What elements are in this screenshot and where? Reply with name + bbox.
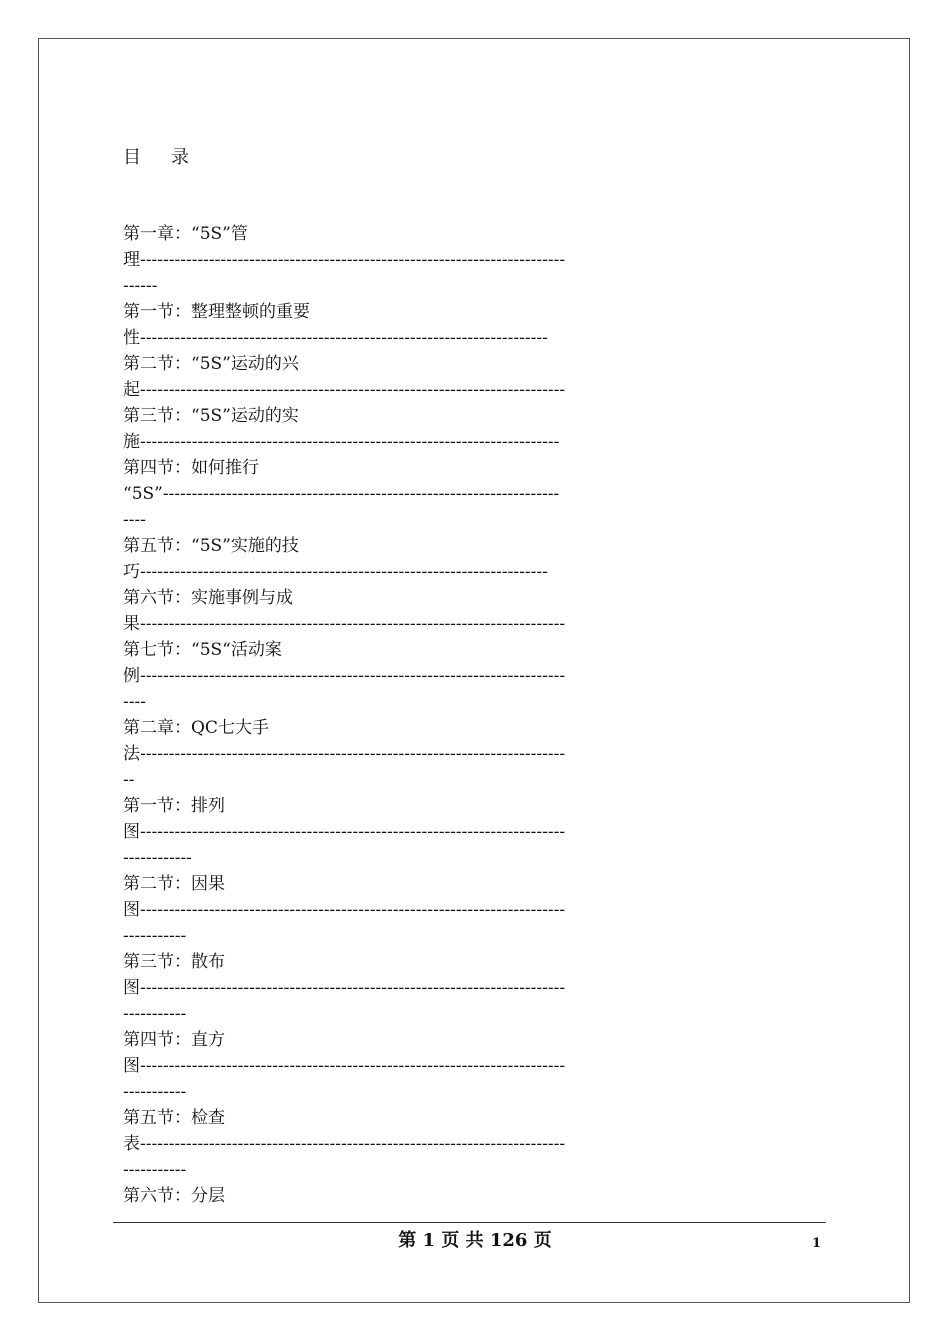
toc-entry-label: 第三节：散布 — [123, 952, 225, 972]
toc-title-char-2: 录 — [171, 147, 189, 168]
toc-entry[interactable] — [123, 793, 823, 871]
footer-page-number: 1 — [812, 1236, 822, 1251]
toc-entry-leader: ---- — [123, 692, 146, 712]
toc-entry-label: 第六节：分层 — [123, 1186, 225, 1206]
toc-entry[interactable] — [123, 221, 823, 299]
toc-entry[interactable] — [123, 715, 823, 793]
toc-entry-label: 第四节：直方 — [123, 1030, 225, 1050]
toc-entry-label: 第六节：实施事例与成 — [123, 588, 293, 608]
toc-entry[interactable] — [123, 585, 823, 637]
toc-entry-label: 第五节：“5S”实施的技 — [123, 536, 299, 556]
toc-entry-label: 第二节：“5S”运动的兴 — [123, 354, 299, 374]
toc-entry[interactable] — [123, 533, 823, 585]
toc-entry-leader: 图-------------------------------------------------------------------------- — [123, 900, 566, 920]
toc-entry-leader: “5S”--------------------------------------------------------------------- — [123, 484, 560, 504]
toc-entry-leader: ----------- — [123, 1004, 187, 1024]
toc-entry-leader: 性----------------------------------------------------------------------- — [123, 328, 548, 348]
toc-entry[interactable] — [123, 299, 823, 351]
toc-entry-label: 第一章：“5S”管 — [123, 224, 248, 244]
toc-entry-label: 第一节：排列 — [123, 796, 225, 816]
toc-entry[interactable] — [123, 351, 823, 403]
toc-entry-leader: 巧----------------------------------------------------------------------- — [123, 562, 548, 582]
toc-entry-leader: 图-------------------------------------------------------------------------- — [123, 978, 566, 998]
toc-entry-label: 第三节：“5S”运动的实 — [123, 406, 299, 426]
toc-entry-leader: 果-------------------------------------------------------------------------- — [123, 614, 566, 634]
toc-entry[interactable] — [123, 1183, 823, 1209]
toc-entry-leader: -- — [123, 770, 135, 790]
toc-entry[interactable] — [123, 1027, 823, 1105]
toc-entry-leader: ----------- — [123, 1082, 187, 1102]
footer-rule — [113, 1222, 826, 1223]
toc-entry-leader: 图-------------------------------------------------------------------------- — [123, 1056, 566, 1076]
toc-entry-label: 第一节：整理整顿的重要 — [123, 302, 310, 322]
toc-entry[interactable] — [123, 871, 823, 949]
toc-entry[interactable] — [123, 949, 823, 1027]
toc-entry-leader: 施------------------------------------------------------------------------- — [123, 432, 560, 452]
toc-entry-label: 第二章：QC七大手 — [123, 718, 269, 738]
toc-entry-label: 第五节：检查 — [123, 1108, 225, 1128]
toc-entry-leader: 法-------------------------------------------------------------------------- — [123, 744, 566, 764]
toc-entry-label: 第七节：“5S“活动案 — [123, 640, 282, 660]
toc-entry[interactable] — [123, 637, 823, 715]
toc-entry-leader: 理-------------------------------------------------------------------------- — [123, 250, 566, 270]
toc-entry-leader: 图-------------------------------------------------------------------------- — [123, 822, 566, 842]
toc-entry[interactable] — [123, 1105, 823, 1183]
toc-entry-label: 第四节：如何推行 — [123, 458, 259, 478]
toc-entry[interactable] — [123, 403, 823, 455]
table-of-contents — [123, 221, 823, 1209]
toc-entry-leader: 起-------------------------------------------------------------------------- — [123, 380, 566, 400]
toc-entry-leader: 例-------------------------------------------------------------------------- — [123, 666, 566, 686]
toc-entry-leader: ----------- — [123, 926, 187, 946]
toc-entry-leader: ----------- — [123, 1160, 187, 1180]
toc-entry[interactable] — [123, 455, 823, 533]
toc-entry-leader: 表-------------------------------------------------------------------------- — [123, 1134, 566, 1154]
toc-entry-label: 第二节：因果 — [123, 874, 225, 894]
footer-page-info: 第 1 页 共 126 页 — [398, 1230, 552, 1251]
toc-entry-leader: ------ — [123, 276, 158, 296]
toc-title-char-1: 目 — [123, 147, 141, 168]
toc-entry-leader: ---- — [123, 510, 146, 530]
toc-entry-leader: ------------ — [123, 848, 192, 868]
toc-title — [123, 143, 189, 169]
